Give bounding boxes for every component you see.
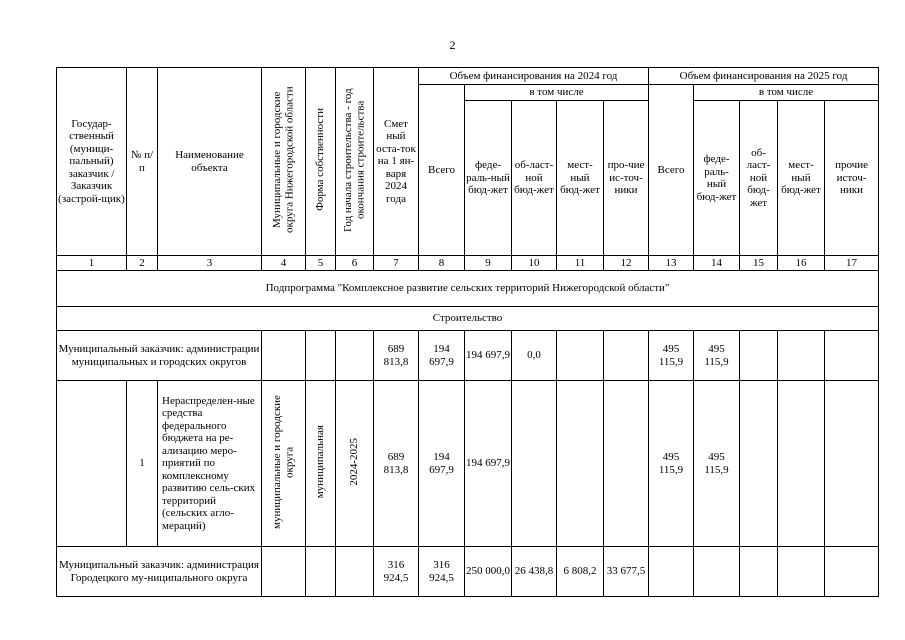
municipality-cell: [262, 381, 306, 547]
header-municipality: [262, 68, 306, 256]
header-fin-2025: Объем финансирования на 2025 год: [649, 68, 879, 85]
header-other-2024: про-чие ис-точ-ники: [604, 101, 649, 256]
local-2025-cell: [778, 381, 825, 547]
regional-2025-cell: [740, 547, 778, 597]
header-ownership: [306, 68, 336, 256]
header-years-text: Год начала строительства - год окончания строительства: [342, 87, 367, 232]
table-row: [57, 547, 879, 597]
regional-2025-cell: [740, 381, 778, 547]
col-number: 12: [604, 256, 649, 271]
num-cell: 1: [127, 381, 158, 547]
col-number: 2: [127, 256, 158, 271]
regional-2024-cell: [512, 381, 557, 547]
col-number: 15: [740, 256, 778, 271]
other-2024-cell: [604, 381, 649, 547]
total-2025-cell: 495 115,9: [649, 381, 694, 547]
federal-2024-cell: 194 697,9: [465, 331, 512, 381]
page-number: 2: [449, 38, 456, 52]
financing-table: [56, 67, 879, 597]
col-number: 17: [825, 256, 879, 271]
col-number: 5: [306, 256, 336, 271]
years-cell: [336, 331, 374, 381]
balance-cell: 689 813,8: [374, 331, 419, 381]
header-other-2025: прочие источ-ники: [825, 101, 879, 256]
other-2024-cell: 33 677,5: [604, 547, 649, 597]
header-municipality-text: Муниципальные и городские округа Нижегородской области: [271, 86, 296, 234]
col-number: 14: [694, 256, 740, 271]
column-number-row: [57, 256, 879, 271]
customer-cell: Муниципальный заказчик: администрации муниципальных и городских округов: [57, 331, 262, 381]
header-num: № п/п: [127, 68, 158, 256]
header-federal-2024: феде-раль-ный бюд-жет: [465, 101, 512, 256]
ownership-cell: [306, 381, 336, 547]
regional-2024-cell: 26 438,8: [512, 547, 557, 597]
header-federal-2025: феде-раль-ный бюд-жет: [694, 101, 740, 256]
header-regional-2024: об-ласт-ной бюд-жет: [512, 101, 557, 256]
header-local-2025: мест-ный бюд-жет: [778, 101, 825, 256]
section-title: Строительство: [57, 307, 879, 331]
federal-2025-cell: [694, 547, 740, 597]
years-cell: [336, 547, 374, 597]
header-total-2024: Всего: [419, 85, 465, 256]
header-balance: Смет ный оста-ток на 1 ян-варя 2024 года: [374, 68, 419, 256]
regional-2024-cell: 0,0: [512, 331, 557, 381]
object-name-cell: Нераспределен-ные средства федерального бюджета на ре-ализацию меро-приятий по комплексному развитию сель-ских территорий (сельских агло-мераций): [158, 381, 262, 547]
header-including-2025: в том числе: [694, 85, 879, 101]
local-2025-cell: [778, 331, 825, 381]
ownership-text: муниципальная: [314, 425, 327, 499]
table-row: [57, 381, 879, 547]
years-text: 2024-2025: [348, 437, 361, 486]
total-2024-cell: 194 697,9: [419, 381, 465, 547]
header-years: [336, 68, 374, 256]
col-number: 1: [57, 256, 127, 271]
balance-cell: 689 813,8: [374, 381, 419, 547]
col-number: 9: [465, 256, 512, 271]
customer-cell: [57, 381, 127, 547]
col-number: 3: [158, 256, 262, 271]
local-2024-cell: [557, 381, 604, 547]
header-local-2024: мест-ный бюд-жет: [557, 101, 604, 256]
other-2025-cell: [825, 381, 879, 547]
total-2025-cell: [649, 547, 694, 597]
col-number: 11: [557, 256, 604, 271]
header-total-2025: Всего: [649, 85, 694, 256]
header-customer: Государ-ственный (муници-пальный) заказчик / Заказчик (застрой-щик): [57, 68, 127, 256]
municipality-cell: [262, 331, 306, 381]
col-number: 13: [649, 256, 694, 271]
header-fin-2024: Объем финансирования на 2024 год: [419, 68, 649, 85]
regional-2025-cell: [740, 331, 778, 381]
col-number: 10: [512, 256, 557, 271]
ownership-cell: [306, 547, 336, 597]
federal-2024-cell: 250 000,0: [465, 547, 512, 597]
col-number: 7: [374, 256, 419, 271]
col-number: 8: [419, 256, 465, 271]
other-2024-cell: [604, 331, 649, 381]
local-2024-cell: 6 808,2: [557, 547, 604, 597]
federal-2024-cell: 194 697,9: [465, 381, 512, 547]
federal-2025-cell: 495 115,9: [694, 331, 740, 381]
ownership-cell: [306, 331, 336, 381]
local-2025-cell: [778, 547, 825, 597]
table-row: [57, 331, 879, 381]
municipality-text: муниципальные и городские округа: [271, 394, 296, 529]
header-including-2024: в том числе: [465, 85, 649, 101]
header-ownership-text: Форма собственности: [314, 108, 327, 212]
total-2025-cell: 495 115,9: [649, 331, 694, 381]
balance-cell: 316 924,5: [374, 547, 419, 597]
col-number: 6: [336, 256, 374, 271]
local-2024-cell: [557, 331, 604, 381]
federal-2025-cell: 495 115,9: [694, 381, 740, 547]
header-object-name: Наименование объекта: [158, 68, 262, 256]
other-2025-cell: [825, 547, 879, 597]
municipality-cell: [262, 547, 306, 597]
col-number: 4: [262, 256, 306, 271]
total-2024-cell: 316 924,5: [419, 547, 465, 597]
other-2025-cell: [825, 331, 879, 381]
customer-cell: Муниципальный заказчик: администрация Городецкого му-ниципального округа: [57, 547, 262, 597]
col-number: 16: [778, 256, 825, 271]
total-2024-cell: 194 697,9: [419, 331, 465, 381]
years-cell: [336, 381, 374, 547]
header-regional-2025: об-ласт-ной бюд-жет: [740, 101, 778, 256]
subprogram-title: Подпрограмма "Комплексное развитие сельских территорий Нижегородской области": [57, 271, 879, 307]
